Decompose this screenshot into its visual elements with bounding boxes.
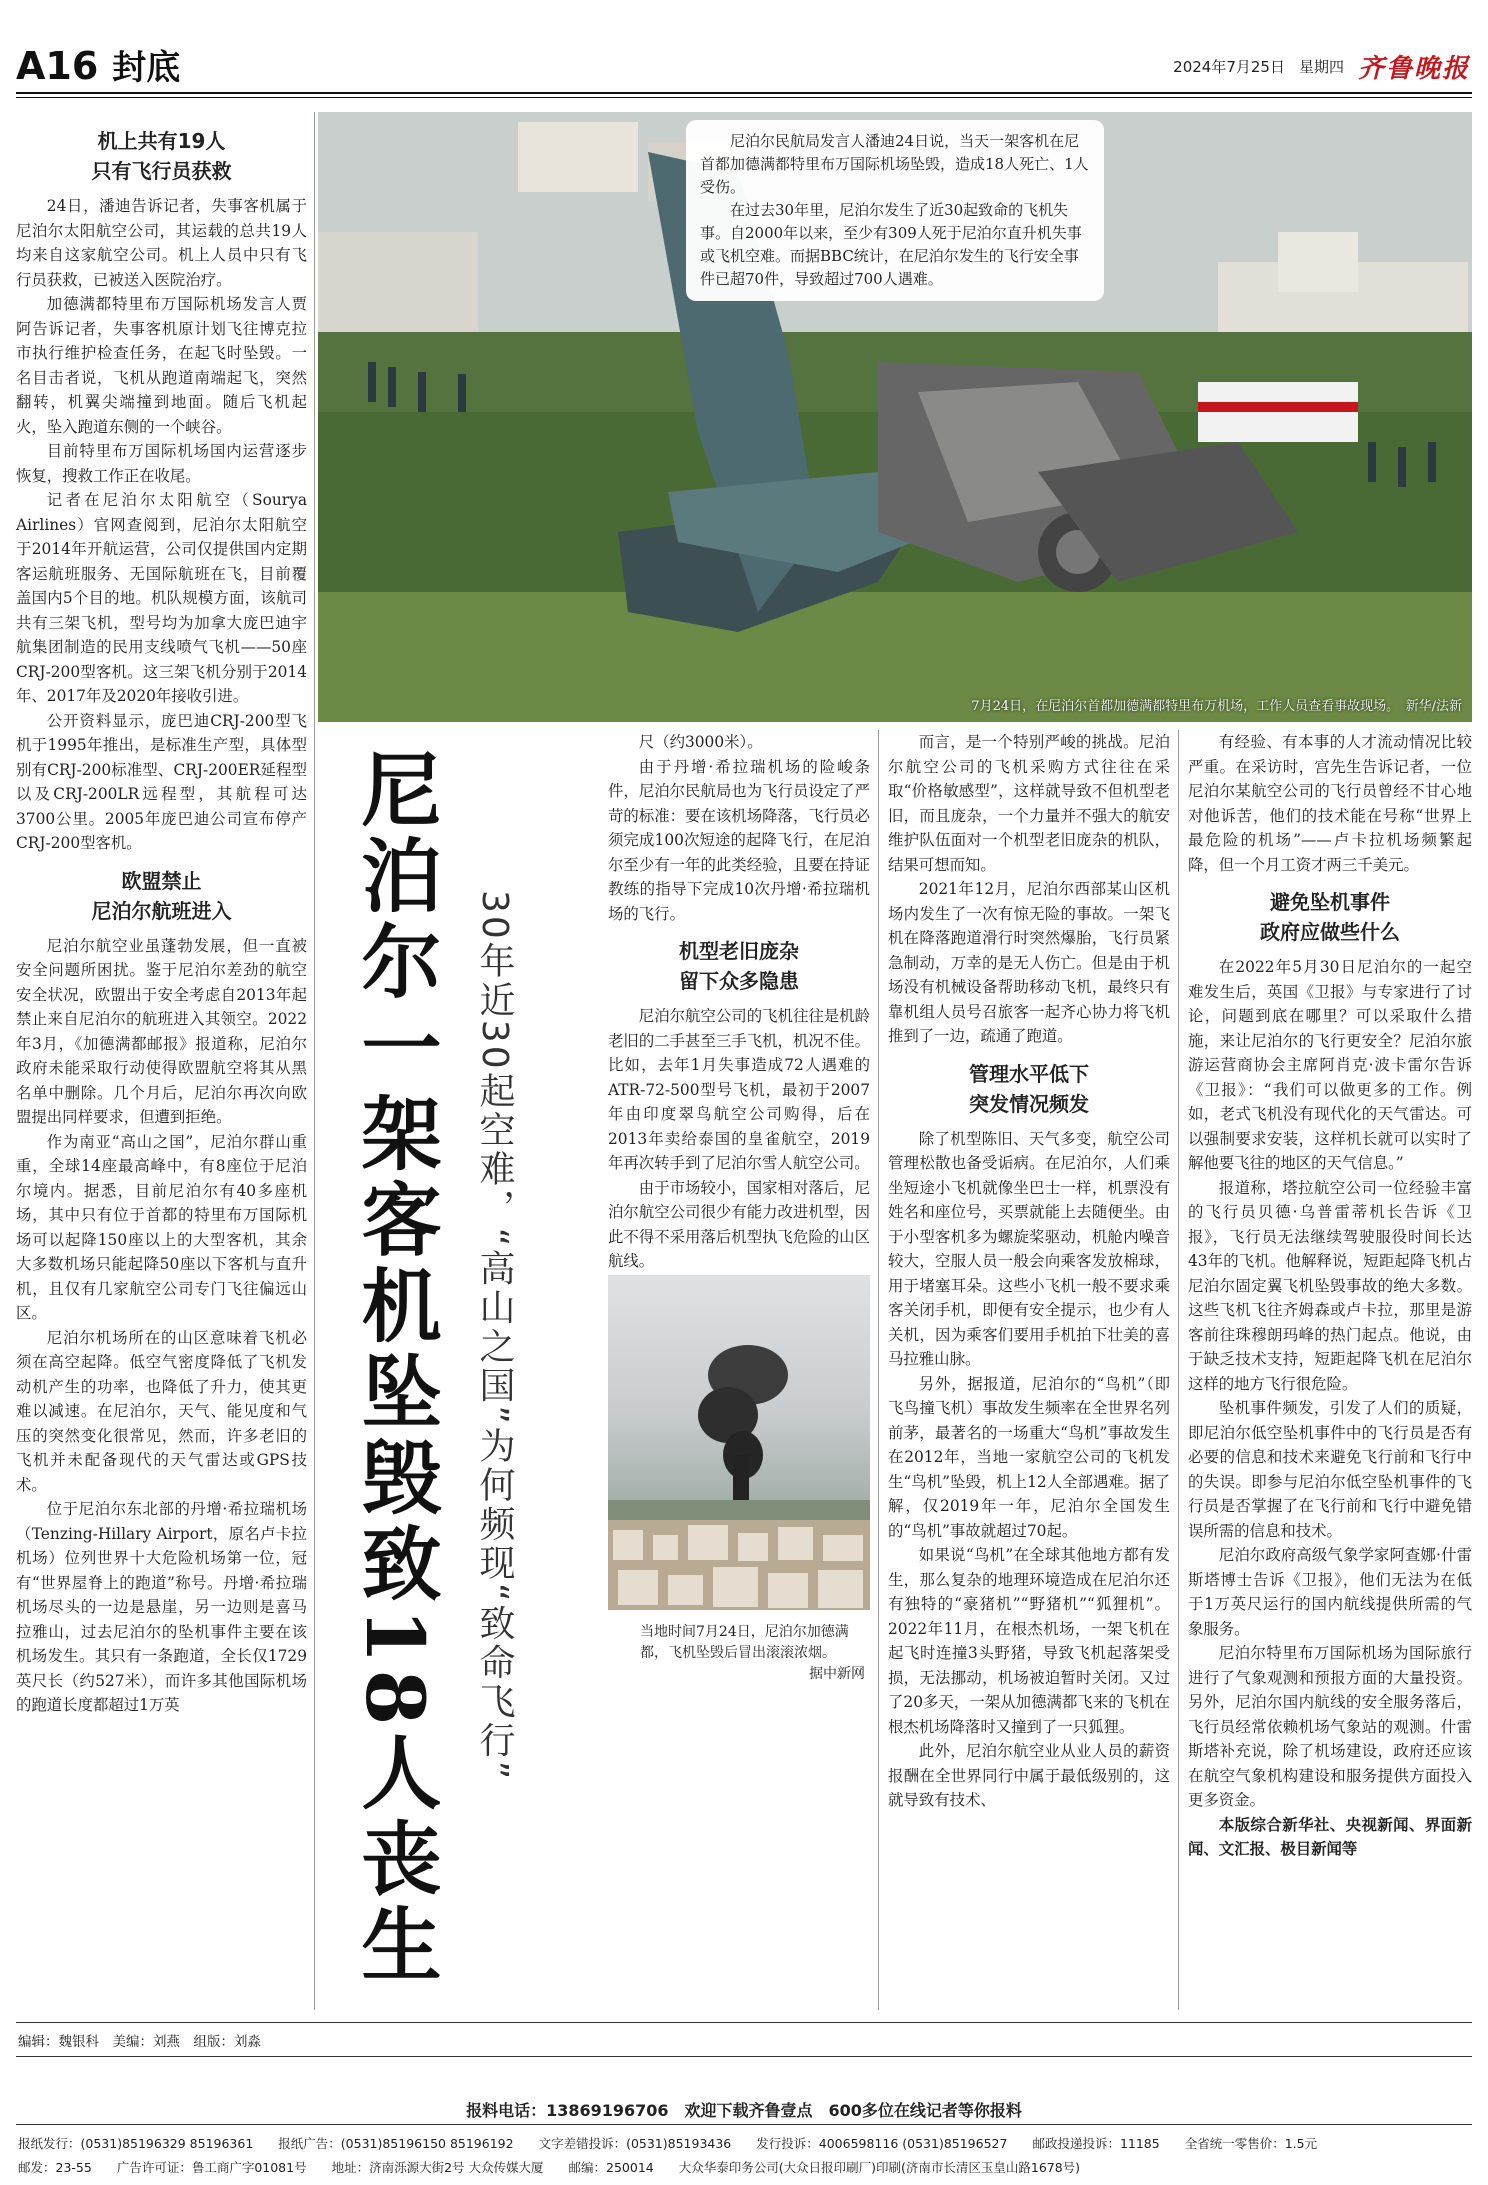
paragraph: 报道称，塔拉航空公司一位经验丰富的飞行员贝德·乌普雷蒂机长告诉《卫报》，飞行员无法继续驾驶服役时间长达43年的飞机。他解释说，短距起降飞机占尼泊尔固定翼飞机坠毁事故的绝大多数。这些飞机飞往齐姆森或卢卡拉，那里是游客前往珠穆朗玛峰的热门起点。他说，由于缺乏技术支持，短距起降飞机在尼泊尔这样的地方飞行很危险。 [1188,1178,1472,1393]
paragraph: 坠机事件频发，引发了人们的质疑，即尼泊尔低空坠机事件中的飞行员是否有必要的信息和技术来避免飞行前和飞行中的失误。即参与尼泊尔低空坠机事件的飞行员是否掌握了在飞行前和飞行中避免错误所需的信息和技术。 [1188,1399,1472,1540]
paragraph: 由于市场较小，国家相对落后，尼泊尔航空公司很少有能力改进机型，因此不得不采用落后机型执飞危险的山区航线。 [608,1178,870,1270]
paragraph: 有经验、有本事的人才流动情况比较严重。在采访时，宫先生告诉记者，一位尼泊尔某航空公司的飞行员曾经不甘心地对他诉苦，他们的技术能在号称“世界上最危险的机场”——卢卡拉机场频繁起降，但一个月工资才两三千美元。 [1188,733,1472,874]
footer-rule [16,2056,1472,2057]
issue-date: 2024年7月25日 [1173,58,1285,76]
smoke-photo-caption [640,1622,865,1685]
main-photo-caption [686,120,1104,301]
paragraph: 尼泊尔机场所在的山区意味着飞机必须在高空起降。低空气密度降低了飞机发动机产生的功率，也降低了升力，使其更难以减速。在尼泊尔，天气、能见度和气压的突然变化很常见，然而，许多老旧的飞机并未配备现代的天气雷达或GPS技术。 [16,1328,307,1494]
smoke-caption-text: 当地时间7月24日，尼泊尔加德满都，飞机坠毁后冒出滚滚浓烟。 [640,1624,849,1661]
caption-paragraph: 在过去30年里，尼泊尔发生了近30起致命的飞机失事。自2000年以来，至少有309人死于尼泊尔直升机失事或飞机空难。而据BBC统计，在尼泊尔发生的飞行安全事件已超70件，导致超过700人遇难。 [700,201,1082,288]
paragraph: 加德满都特里布万国际机场发言人贾阿告诉记者，失事客机原计划飞往博克拉市执行维护检查任务，在起飞时坠毁。一名目击者说，飞机从跑道南端起飞，突然翻转，机翼尖端撞到地面。随后飞机起火，坠入跑道东侧的一个峡谷。 [16,295,307,436]
article-column-4 [888,730,1170,2010]
caption-paragraph: 尼泊尔民航局发言人潘迪24日说，当天一架客机在尼首都加德满都特里布万国际机场坠毁，造成18人死亡、1人受伤。 [700,132,1089,196]
page-header-left [16,40,180,89]
paragraph: 尼泊尔政府高级气象学家阿查娜·什雷斯塔博士告诉《卫报》，他们无法为在低于1万英尺运行的国内航线提供所需的气象服务。 [1188,1546,1472,1638]
article-column-3 [608,730,870,1270]
header-rule-thin [16,97,1472,98]
paragraph: 尺（约3000米）。 [638,733,763,751]
paragraph: 如果说“鸟机”在全球其他地方都有发生，那么复杂的地理环境造成在尼泊尔还有独特的“豪猪机”“野猪机”“狐狸机”。2022年11月，在根杰机场，一架飞机在起飞时连撞3头野猪，导致飞机起落架受损，无法挪动，机场被迫暂时关闭。又过了20多天，一架从加德满都飞来的飞机在根杰机场降落时又撞到了一只狐狸。 [888,1546,1170,1736]
paragraph: 24日，潘迪告诉记者，失事客机属于尼泊尔太阳航空公司，其运载的总共19人均来自这家航空公司。机上人员中只有飞行员获救，已被送入医院治疗。 [16,197,307,289]
column-divider [878,730,879,2010]
paragraph: 此外，尼泊尔航空业从业人员的薪资报酬在全世界同行中属于最低级别的，这就导致有技术、 [888,1742,1170,1809]
smoke-photo [608,1275,870,1610]
subheading-eu-ban: 欧盟禁止 尼泊尔航班进入 [91,868,232,923]
main-photo-credit: 7月24日，在尼泊尔首都加德满都特里布万机场，工作人员查看事故现场。 新华/法新 [971,699,1462,714]
column-divider [1178,730,1179,2010]
footer-info-2: 邮发：23-55 广告许可证：鲁工商广字01081号 地址：济南泺源大街2号 大众传媒大厦 邮编：250014 大众华泰印务公司(大众日报印刷厂)印刷(济南市长清区玉皇山路1678号) [18,2160,1081,2175]
header-rule [16,92,1472,94]
footer-info-1: 报纸发行：(0531)85196329 85196361 报纸广告：(0531)85196150 85196192 文字差错投诉：(0531)85193436 发行投诉：4006598116 (0531)85196527 邮政投递投诉：11185 全省统一零售价：1.5元 [18,2136,1318,2151]
column-divider [314,112,315,2010]
issue-weekday: 星期四 [1298,58,1344,76]
paragraph: 由于丹增·希拉瑞机场的险峻条件，尼泊尔民航局也为飞行员设定了严苛的标准：要在该机场降落，飞行员必须完成100次短途的起降飞行，在尼泊尔至少有一年的此类经验，且要在持证教练的指导下完成10次丹增·希拉瑞机场的飞行。 [608,757,870,923]
paragraph: 尼泊尔航空业虽蓬勃发展，但一直被安全问题所困扰。鉴于尼泊尔差劲的航空安全状况，欧盟出于安全考虑自2013年起禁止来自尼泊尔的航班进入其领空。2022年3月，《加德满都邮报》报道称，尼泊尔政府未能采取行动使得欧盟航空将其从黑名单中删除。几个月后，尼泊尔再次向欧盟提出同样要求，但遭到拒绝。 [16,936,307,1126]
newspaper-logo: 齐鲁晚报 [1357,54,1470,84]
paragraph: 另外，据报道，尼泊尔的“鸟机”（即飞鸟撞飞机）事故发生频率在全世界名列前茅，最著名的一场重大“鸟机”事故发生在2012年，当地一家航空公司的飞机发生“鸟机”坠毁，机上12人全部遇难。据了解，仅2019年一年，尼泊尔全国发生的“鸟机”事故就超过70起。 [888,1374,1170,1540]
page-number: A16 [16,44,99,88]
paragraph: 而言，是一个特别严峻的挑战。尼泊尔航空公司的飞机采购方式往往在采取“价格敏感型”，这样就导致不但机型老旧，而且庞杂，一个力量并不强大的航安维护队伍面对一个机型老旧庞杂的机队，结果可想而知。 [888,733,1170,874]
smoke-caption-credit: 据中新网 [809,1666,865,1682]
article-column-1 [16,112,307,2012]
headline: 尼泊尔一架客机坠毁致18人丧生 [348,748,442,1990]
page-header-right [1173,48,1470,85]
paragraph: 目前特里布万国际机场国内运营逐步恢复，搜救工作正在收尾。 [16,442,307,485]
article-column-5 [1188,730,1472,2015]
staff-credits: 编辑：魏银科 美编：刘燕 组版：刘淼 [18,2034,261,2050]
paragraph: 位于尼泊尔东北部的丹增·希拉瑞机场（Tenzing-Hillary Airport，原名卢卡拉机场）位列世界十大危险机场第一位，冠有“世界屋脊上的跑道”称号。丹增·希拉瑞机场尽头的一边是悬崖，另一边则是喜马拉雅山，过去尼泊尔的坠机事件主要在该机场发生。其只有一条跑道，全长仅1729英尺长（约527米），而许多其他国际机场的跑道长度都超过1万英 [16,1500,307,1714]
paragraph: 除了机型陈旧、天气多变，航空公司管理松散也备受诟病。在尼泊尔，人们乘坐短途小飞机就像坐巴士一样，机票没有姓名和座位号，买票就能上去随便坐。由于小型客机多为螺旋桨驱动，机舱内噪音较大，空服人员一般会向乘客发放棉球，用于堵塞耳朵。这些小飞机一般不要求乘客关闭手机，即便有安全提示，也少有人关机，因为乘客们要用手机拍下壮美的喜马拉雅山脉。 [888,1129,1170,1368]
subheading-old-models: 机型老旧庞杂 留下众多隐患 [679,939,799,993]
subheading-19-passengers: 机上共有19人 只有飞行员获救 [91,129,232,183]
subheading-government: 避免坠机事件 政府应做些什么 [1260,890,1400,944]
paragraph: 在2022年5月30日尼泊尔的一起空难发生后，英国《卫报》与专家进行了讨论，问题到底在哪里？可以采取什么措施，来让尼泊尔的飞行更安全？尼泊尔旅游运营商协会主席阿肖克·波卡雷尔告诉《卫报》：“我们可以做更多的工作。例如，老式飞机没有现代化的天气雷达。可以强制要求安装，这样机长就可以实时了解他要飞往的地区的天气信息。” [1188,958,1472,1172]
smoke-cloud-illustration [608,1275,870,1610]
main-photo-crash-site [318,112,1472,722]
paragraph: 作为南亚“高山之国”，尼泊尔群山重重，全球14座最高峰中，有8座位于尼泊尔境内。据悉，目前尼泊尔有40多座机场，其中只有位于首都的特里布万国际机场可以起降150座以上的大型客机，其余大多数机场只能起降50座以下客机与直升机，且仅有几家航空公司专门飞往偏远山区。 [16,1132,307,1322]
subheading-management: 管理水平低下 突发情况频发 [969,1061,1089,1116]
paragraph: 尼泊尔特里布万国际机场为国际旅行进行了气象观测和预报方面的大量投资。另外，尼泊尔国内航线的安全服务落后，飞行员经常依赖机场气象站的观测。什雷斯塔补充说，除了机场建设，政府还应该在航空气象机构建设和服务提供方面投入更多资金。 [1188,1644,1472,1809]
sources-note: 本版综合新华社、央视新闻、界面新闻、文汇报、极目新闻等 [1188,1815,1472,1858]
hotline: 报料电话：13869196706 欢迎下载齐鲁壹点 600多位在线记者等你报料 [466,2101,1022,2120]
paragraph: 2021年12月，尼泊尔西部某山区机场内发生了一次有惊无险的事故。一架飞机在降落跑道滑行时突然爆胎，飞行员紧急制动，万幸的是无人伤亡。但是由于机场没有机械设备帮助移动飞机，最终只有靠机组人员号召旅客一起齐心协力将飞机推到了一边，疏通了跑道。 [888,880,1170,1045]
footer-rule [16,2124,1472,2125]
paragraph: 记者在尼泊尔太阳航空（Sourya Airlines）官网查阅到，尼泊尔太阳航空于2014年开航运营，公司仅提供国内定期客运航班服务、无国际航班在飞，目前覆盖国内5个目的地。机队规模方面，该航司共有三架飞机，型号均为加拿大庞巴迪宇航集团制造的民用支线喷气飞机——50座CRJ-200型客机。这三架飞机分别于2014年、2017年及2020年接收引进。 [16,491,307,705]
headline-deck: 30年近30起空难，“高山之国”为何频现“致命飞行” [474,890,515,1783]
footer-rule [16,2022,1472,2023]
paragraph: 尼泊尔航空公司的飞机往往是机龄老旧的二手甚至三手飞机，机况不佳。比如，去年1月失事造成72人遇难的ATR-72-500型号飞机，最初于2007年由印度翠鸟航空公司购得，后在2013年卖给泰国的皇雀航空，2019年再次转手到了尼泊尔雪人航空公司。 [608,1007,870,1172]
paragraph: 公开资料显示，庞巴迪CRJ-200型飞机于1995年推出，是标准生产型，具体型别有CRJ-200标准型、CRJ-200ER延程型以及CRJ-200LR远程型，其航程可达3700公里。2005年庞巴迪公司宣布停产CRJ-200型客机。 [16,711,307,852]
section-name: 封底 [112,48,181,88]
